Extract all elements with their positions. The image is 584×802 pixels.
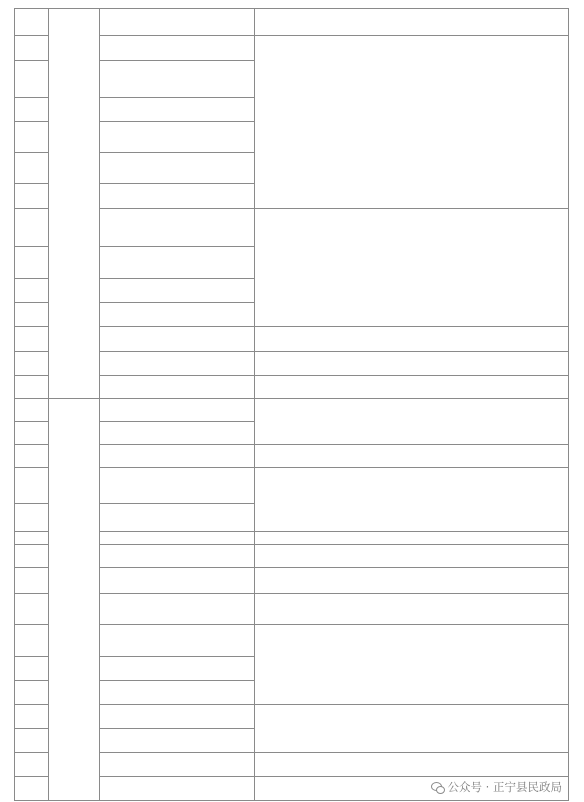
grid-line — [14, 624, 49, 625]
grid-line — [99, 97, 255, 98]
grid-line — [99, 35, 255, 36]
grid-line — [254, 326, 569, 327]
grid-line — [254, 776, 569, 777]
grid-line — [14, 35, 49, 36]
row-number — [14, 544, 48, 567]
row-number — [14, 704, 48, 728]
row-number — [14, 35, 48, 60]
grid-line — [254, 375, 569, 376]
item-name — [99, 398, 254, 421]
item-name — [99, 503, 254, 531]
description-cell — [254, 531, 568, 544]
grid-line — [254, 800, 569, 801]
grid-line — [14, 421, 49, 422]
row-number — [14, 152, 48, 183]
grid-line — [99, 246, 255, 247]
item-name — [99, 421, 254, 444]
grid-line — [14, 183, 49, 184]
row-number — [14, 8, 48, 35]
description-cell — [254, 398, 568, 444]
item-name — [99, 278, 254, 302]
grid-line — [254, 567, 569, 568]
row-number — [14, 776, 48, 800]
description-cell — [254, 752, 568, 776]
grid-line — [14, 398, 49, 399]
item-name — [99, 326, 254, 351]
description-cell — [254, 624, 568, 704]
grid-line — [99, 183, 255, 184]
grid-line — [14, 704, 49, 705]
grid-line — [48, 800, 100, 801]
item-name — [99, 593, 254, 624]
grid-line — [99, 444, 255, 445]
grid-line — [14, 302, 49, 303]
watermark-text: 公众号 · 正宁县民政局 — [447, 780, 562, 794]
row-number — [14, 752, 48, 776]
grid-line — [254, 444, 569, 445]
row-number — [14, 60, 48, 97]
grid-line — [14, 351, 49, 352]
item-name — [99, 152, 254, 183]
appliance-table — [14, 0, 582, 802]
item-name — [99, 246, 254, 278]
description-cell — [254, 704, 568, 752]
item-name — [99, 656, 254, 680]
description-cell — [254, 544, 568, 567]
row-number — [14, 398, 48, 421]
grid-line — [14, 531, 49, 532]
description-cell — [254, 35, 568, 208]
row-number — [14, 208, 48, 246]
grid-line — [254, 398, 569, 399]
grid-line — [254, 208, 569, 209]
item-name — [99, 8, 254, 35]
grid-line — [99, 302, 255, 303]
grid-line — [99, 624, 255, 625]
grid-line — [99, 752, 255, 753]
grid-line — [99, 567, 255, 568]
grid-line — [99, 152, 255, 153]
item-name — [99, 704, 254, 728]
description-cell — [254, 567, 568, 593]
grid-line — [14, 375, 49, 376]
item-name — [99, 375, 254, 398]
grid-line — [99, 503, 255, 504]
item-name — [99, 467, 254, 503]
item-name — [99, 302, 254, 326]
item-name — [99, 531, 254, 544]
description-cell — [254, 208, 568, 326]
grid-line — [99, 728, 255, 729]
grid-line — [14, 800, 49, 801]
grid-line — [254, 704, 569, 705]
row-number — [14, 680, 48, 704]
grid-line — [99, 208, 255, 209]
row-number — [14, 351, 48, 375]
grid-line — [99, 467, 255, 468]
row-number — [14, 593, 48, 624]
row-number — [14, 302, 48, 326]
description-cell — [254, 444, 568, 467]
grid-line — [14, 752, 49, 753]
item-name — [99, 208, 254, 246]
grid-line — [14, 567, 49, 568]
row-number — [14, 326, 48, 351]
item-name — [99, 728, 254, 752]
grid-line — [14, 593, 49, 594]
row-number — [14, 421, 48, 444]
grid-line — [254, 544, 569, 545]
row-number — [14, 728, 48, 752]
item-name — [99, 567, 254, 593]
grid-line — [99, 121, 255, 122]
wechat-icon — [431, 782, 444, 793]
item-name — [99, 121, 254, 152]
grid-line — [254, 593, 569, 594]
watermark — [427, 778, 566, 796]
item-name — [99, 752, 254, 776]
grid-line — [99, 800, 255, 801]
description-cell — [254, 351, 568, 375]
grid-line — [99, 680, 255, 681]
grid-line — [254, 35, 569, 36]
grid-line — [14, 544, 49, 545]
grid-line — [99, 776, 255, 777]
row-number — [14, 444, 48, 467]
row-number — [14, 375, 48, 398]
grid-line — [14, 326, 49, 327]
grid-line — [14, 152, 49, 153]
grid-line — [14, 503, 49, 504]
grid-line — [99, 593, 255, 594]
grid-line — [99, 544, 255, 545]
row-number — [14, 97, 48, 121]
item-name — [99, 60, 254, 97]
grid-line — [254, 8, 255, 800]
grid-line — [14, 728, 49, 729]
grid-line — [254, 752, 569, 753]
grid-line — [99, 704, 255, 705]
grid-line — [48, 398, 100, 399]
grid-line — [99, 60, 255, 61]
grid-line — [14, 278, 49, 279]
description-cell — [254, 467, 568, 531]
item-name — [99, 97, 254, 121]
grid-line — [99, 656, 255, 657]
grid-line — [14, 60, 49, 61]
grid-line — [254, 624, 569, 625]
grid-line — [14, 680, 49, 681]
row-number — [14, 656, 48, 680]
grid-line — [99, 8, 100, 800]
grid-line — [14, 467, 49, 468]
grid-line — [14, 208, 49, 209]
description-cell — [254, 8, 568, 35]
item-name — [99, 624, 254, 656]
grid-line — [99, 278, 255, 279]
grid-line — [14, 97, 49, 98]
grid-line — [48, 8, 49, 800]
item-name — [99, 444, 254, 467]
grid-line — [99, 351, 255, 352]
item-name — [99, 680, 254, 704]
item-name — [99, 35, 254, 60]
grid-line — [14, 246, 49, 247]
grid-line — [14, 121, 49, 122]
grid-line — [99, 531, 255, 532]
category-cell — [48, 8, 99, 398]
description-cell — [254, 326, 568, 351]
grid-line — [99, 398, 255, 399]
category-cell — [48, 398, 99, 800]
grid-line — [14, 8, 15, 800]
item-name — [99, 544, 254, 567]
grid-line — [254, 467, 569, 468]
row-number — [14, 467, 48, 503]
item-name — [99, 776, 254, 800]
row-number — [14, 567, 48, 593]
row-number — [14, 246, 48, 278]
grid-line — [254, 351, 569, 352]
grid-line — [99, 421, 255, 422]
item-name — [99, 351, 254, 375]
grid-line — [568, 8, 569, 800]
grid-line — [254, 531, 569, 532]
grid-line — [99, 375, 255, 376]
row-number — [14, 503, 48, 531]
grid-line — [99, 326, 255, 327]
row-number — [14, 278, 48, 302]
row-number — [14, 531, 48, 544]
row-number — [14, 183, 48, 208]
description-cell — [254, 375, 568, 398]
description-cell — [254, 593, 568, 624]
row-number — [14, 121, 48, 152]
grid-line — [14, 8, 569, 9]
row-number — [14, 624, 48, 656]
grid-line — [14, 656, 49, 657]
grid-line — [14, 444, 49, 445]
grid-line — [14, 776, 49, 777]
item-name — [99, 183, 254, 208]
